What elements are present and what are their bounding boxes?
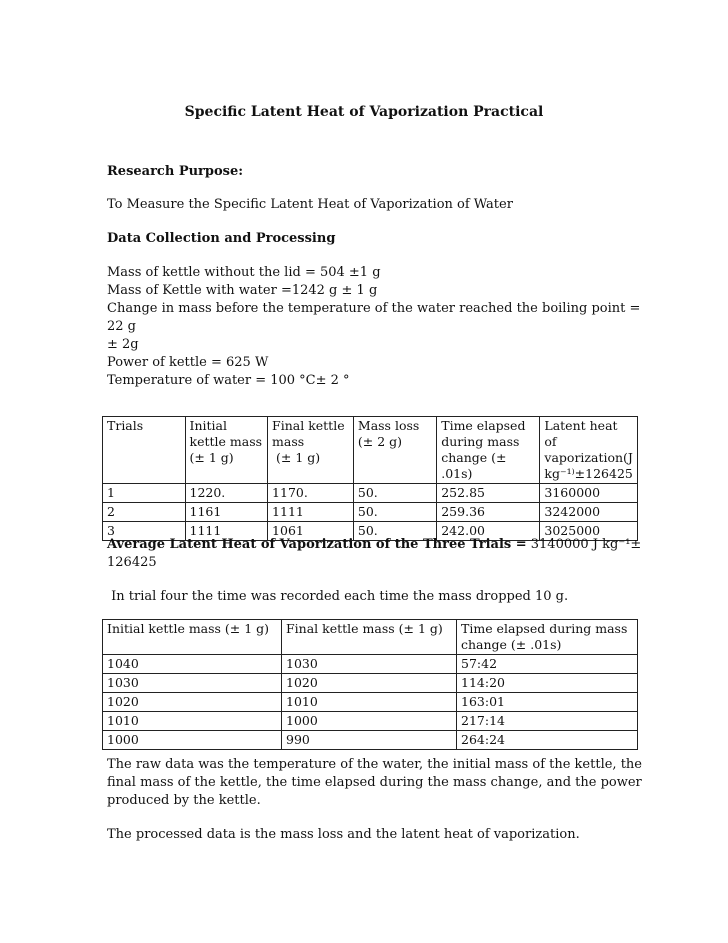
average-latent-heat: [107, 536, 647, 572]
header-cell: Latent heat of vaporization(J kg⁻¹⁾±126425: [540, 417, 638, 484]
table-row: 1040 1030 57:42: [103, 655, 638, 674]
processed-data-paragraph: The processed data is the mass loss and the latent heat of vaporization.: [107, 827, 580, 842]
header-cell: Time elapsed during mass change (± .01s): [457, 620, 638, 655]
page-title: Specific Latent Heat of Vaporization Practical: [184, 104, 544, 120]
data-line: Mass of kettle without the lid = 504 ±1 g: [107, 265, 381, 280]
table-row: 2 1161 1111 50. 259.36 3242000: [103, 503, 638, 522]
trial-four-note: In trial four the time was recorded each time the mass dropped 10 g.: [107, 589, 569, 604]
header-cell: Initial kettle mass (± 1 g): [185, 417, 268, 484]
data-line: ± 2g: [107, 337, 139, 352]
raw-data-paragraph: The raw data was the temperature of the water, the initial mass of the kettle, the final mass of the kettle, the time elapsed during the mass change, and the power produced by the kettle.: [107, 757, 642, 808]
table-row: 1030 1020 114:20: [103, 674, 638, 693]
data-line: Power of kettle = 625 W: [107, 355, 269, 370]
average-label: Average Latent Heat of Vaporization of the Three Trials =: [107, 537, 527, 552]
data-line: Mass of Kettle with water =1242 g ± 1 g: [107, 283, 378, 298]
table-header-row: [103, 620, 638, 655]
research-purpose-heading: Research Purpose:: [107, 164, 244, 179]
average-value: 3140000 J kg⁻¹±: [526, 537, 642, 552]
research-purpose-text: To Measure the Specific Latent Heat of Vaporization of Water: [107, 197, 513, 212]
data-collection-heading: Data Collection and Processing: [107, 231, 336, 246]
table-row: 1020 1010 163:01: [103, 693, 638, 712]
table-row: 3 1111 1061 50. 242.00 3025000: [103, 522, 638, 541]
average-value-line2: 126425: [107, 555, 157, 570]
header-cell: Time elapsed during mass change (± .01s): [437, 417, 540, 484]
header-cell: Initial kettle mass (± 1 g): [103, 620, 282, 655]
data-collection-lines: [107, 264, 647, 390]
header-cell: Trials: [103, 417, 186, 484]
header-cell: Mass loss (± 2 g): [353, 417, 436, 484]
data-line: Change in mass before the temperature of the water reached the boiling point = 22 g: [107, 301, 641, 334]
table-row: 1000 990 264:24: [103, 731, 638, 750]
data-line: Temperature of water = 100 °C± 2 °: [107, 373, 350, 388]
header-cell: Final kettle mass (± 1 g): [268, 417, 354, 484]
table-row: 1010 1000 217:14: [103, 712, 638, 731]
table-header-row: [103, 417, 638, 484]
trials-table: [102, 416, 638, 541]
table-row: 1 1220. 1170. 50. 252.85 3160000: [103, 484, 638, 503]
trial-four-table: [102, 619, 638, 750]
header-cell: Final kettle mass (± 1 g): [282, 620, 457, 655]
